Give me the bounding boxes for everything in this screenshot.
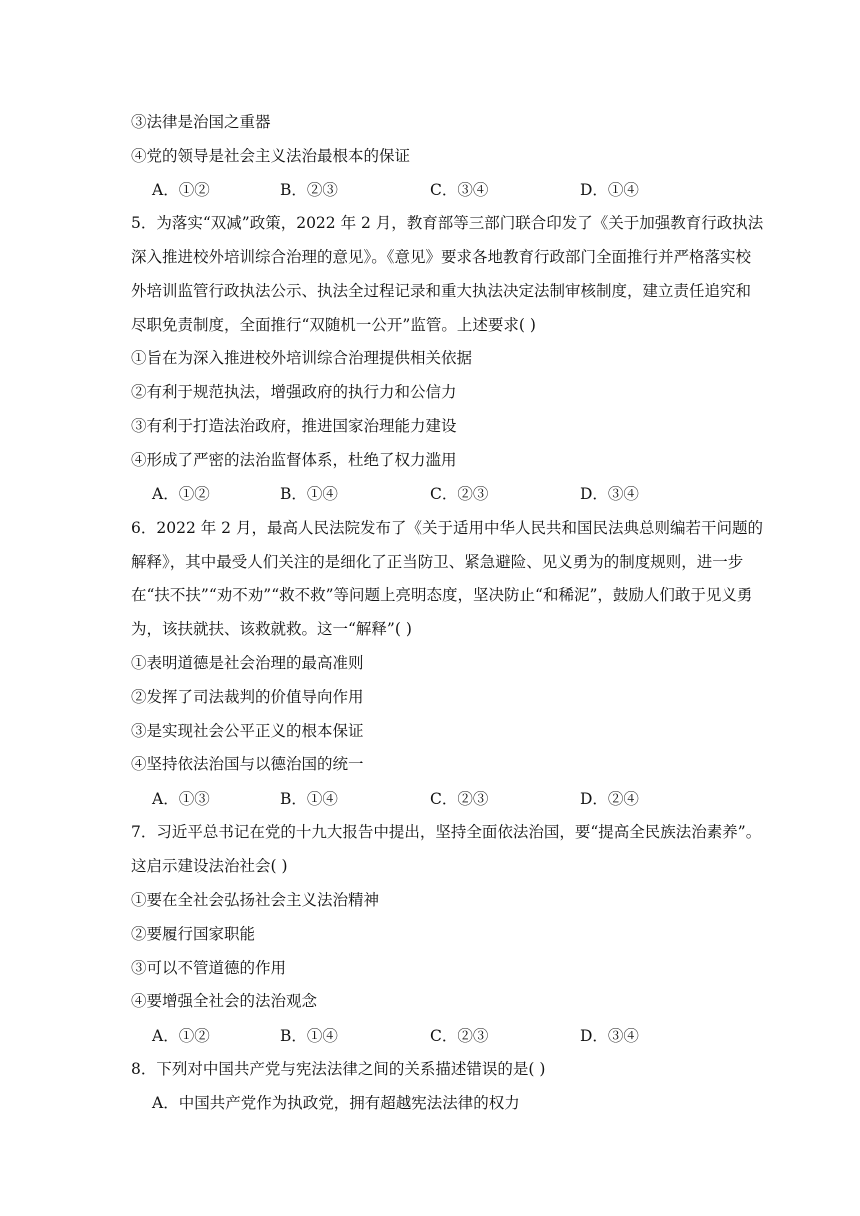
statement-4: ④形成了严密的法治监督体系，杜绝了权力滥用 [131, 451, 457, 469]
option-a: A．①② [152, 1027, 210, 1045]
statement-1: ①旨在为深入推进校外培训综合治理提供相关依据 [131, 349, 473, 367]
question-6-text: 为，该扶就扶、该救就救。这一“解释”( ) [131, 620, 412, 638]
option-b: B．①④ [280, 485, 338, 503]
question-8-text: 8．下列对中国共产党与宪法法律之间的关系描述错误的是( ) [131, 1060, 546, 1078]
statement-2: ②发挥了司法裁判的价值导向作用 [131, 688, 364, 706]
question-6-text: 解释》，其中最受人们关注的是细化了正当防卫、紧急避险、见义勇为的制度规则，进一步 [131, 553, 744, 571]
statement-1: ①要在全社会弘扬社会主义法治精神 [131, 891, 380, 909]
option-a: A．中国共产党作为执政党，拥有超越宪法法律的权力 [152, 1094, 520, 1112]
option-d: D．①④ [580, 181, 639, 199]
option-b: B．①④ [280, 1027, 338, 1045]
statement-3: ③可以不管道德的作用 [131, 959, 287, 977]
statement-3: ③法律是治国之重器 [131, 113, 271, 131]
statement-4: ④要增强全社会的法治观念 [131, 992, 318, 1010]
question-5-text: 尽职免责制度，全面推行“双随机一公开”监管。上述要求( ) [131, 316, 536, 334]
question-6-text: 在“扶不扶”“劝不劝”“救不救”等问题上亮明态度，坚决防止“和稀泥”，鼓励人们敢于见义勇 [131, 586, 753, 604]
option-b: B．②③ [280, 181, 338, 199]
statement-4: ④党的领导是社会主义法治最根本的保证 [131, 147, 411, 165]
option-d: D．③④ [580, 1027, 639, 1045]
statement-3: ③有利于打造法治政府，推进国家治理能力建设 [131, 417, 457, 435]
option-c: C．②③ [430, 790, 489, 808]
statement-2: ②有利于规范执法，增强政府的执行力和公信力 [131, 383, 457, 401]
question-6-text: 6．2022 年 2 月，最高人民法院发布了《关于适用中华人民共和国民法典总则编若干问题的 [131, 519, 763, 537]
question-5-text: 外培训监管行政执法公示、执法全过程记录和重大执法决定法制审核制度，建立责任追究和 [131, 282, 752, 300]
statement-1: ①表明道德是社会治理的最高准则 [131, 654, 364, 672]
option-a: A．①② [152, 181, 210, 199]
option-d: D．③④ [580, 485, 639, 503]
option-d: D．②④ [580, 790, 639, 808]
option-c: C．②③ [430, 1027, 489, 1045]
statement-4: ④坚持依法治国与以德治国的统一 [131, 755, 364, 773]
statement-3: ③是实现社会公平正义的根本保证 [131, 722, 364, 740]
option-a: A．①③ [152, 790, 210, 808]
question-7-text: 这启示建设法治社会( ) [131, 857, 288, 875]
question-7-text: 7．习近平总书记在党的十九大报告中提出，坚持全面依法治国，要“提高全民族法治素养”。 [131, 823, 762, 841]
statement-2: ②要履行国家职能 [131, 925, 256, 943]
option-b: B．①④ [280, 790, 338, 808]
question-5-text: 深入推进校外培训综合治理的意见》。《意见》要求各地教育行政部门全面推行并严格落实校 [131, 248, 752, 266]
option-c: C．③④ [430, 181, 489, 199]
question-5-text: 5．为落实“双减”政策，2022 年 2 月，教育部等三部门联合印发了《关于加强教育行政执法 [131, 214, 764, 232]
option-c: C．②③ [430, 485, 489, 503]
option-a: A．①② [152, 485, 210, 503]
